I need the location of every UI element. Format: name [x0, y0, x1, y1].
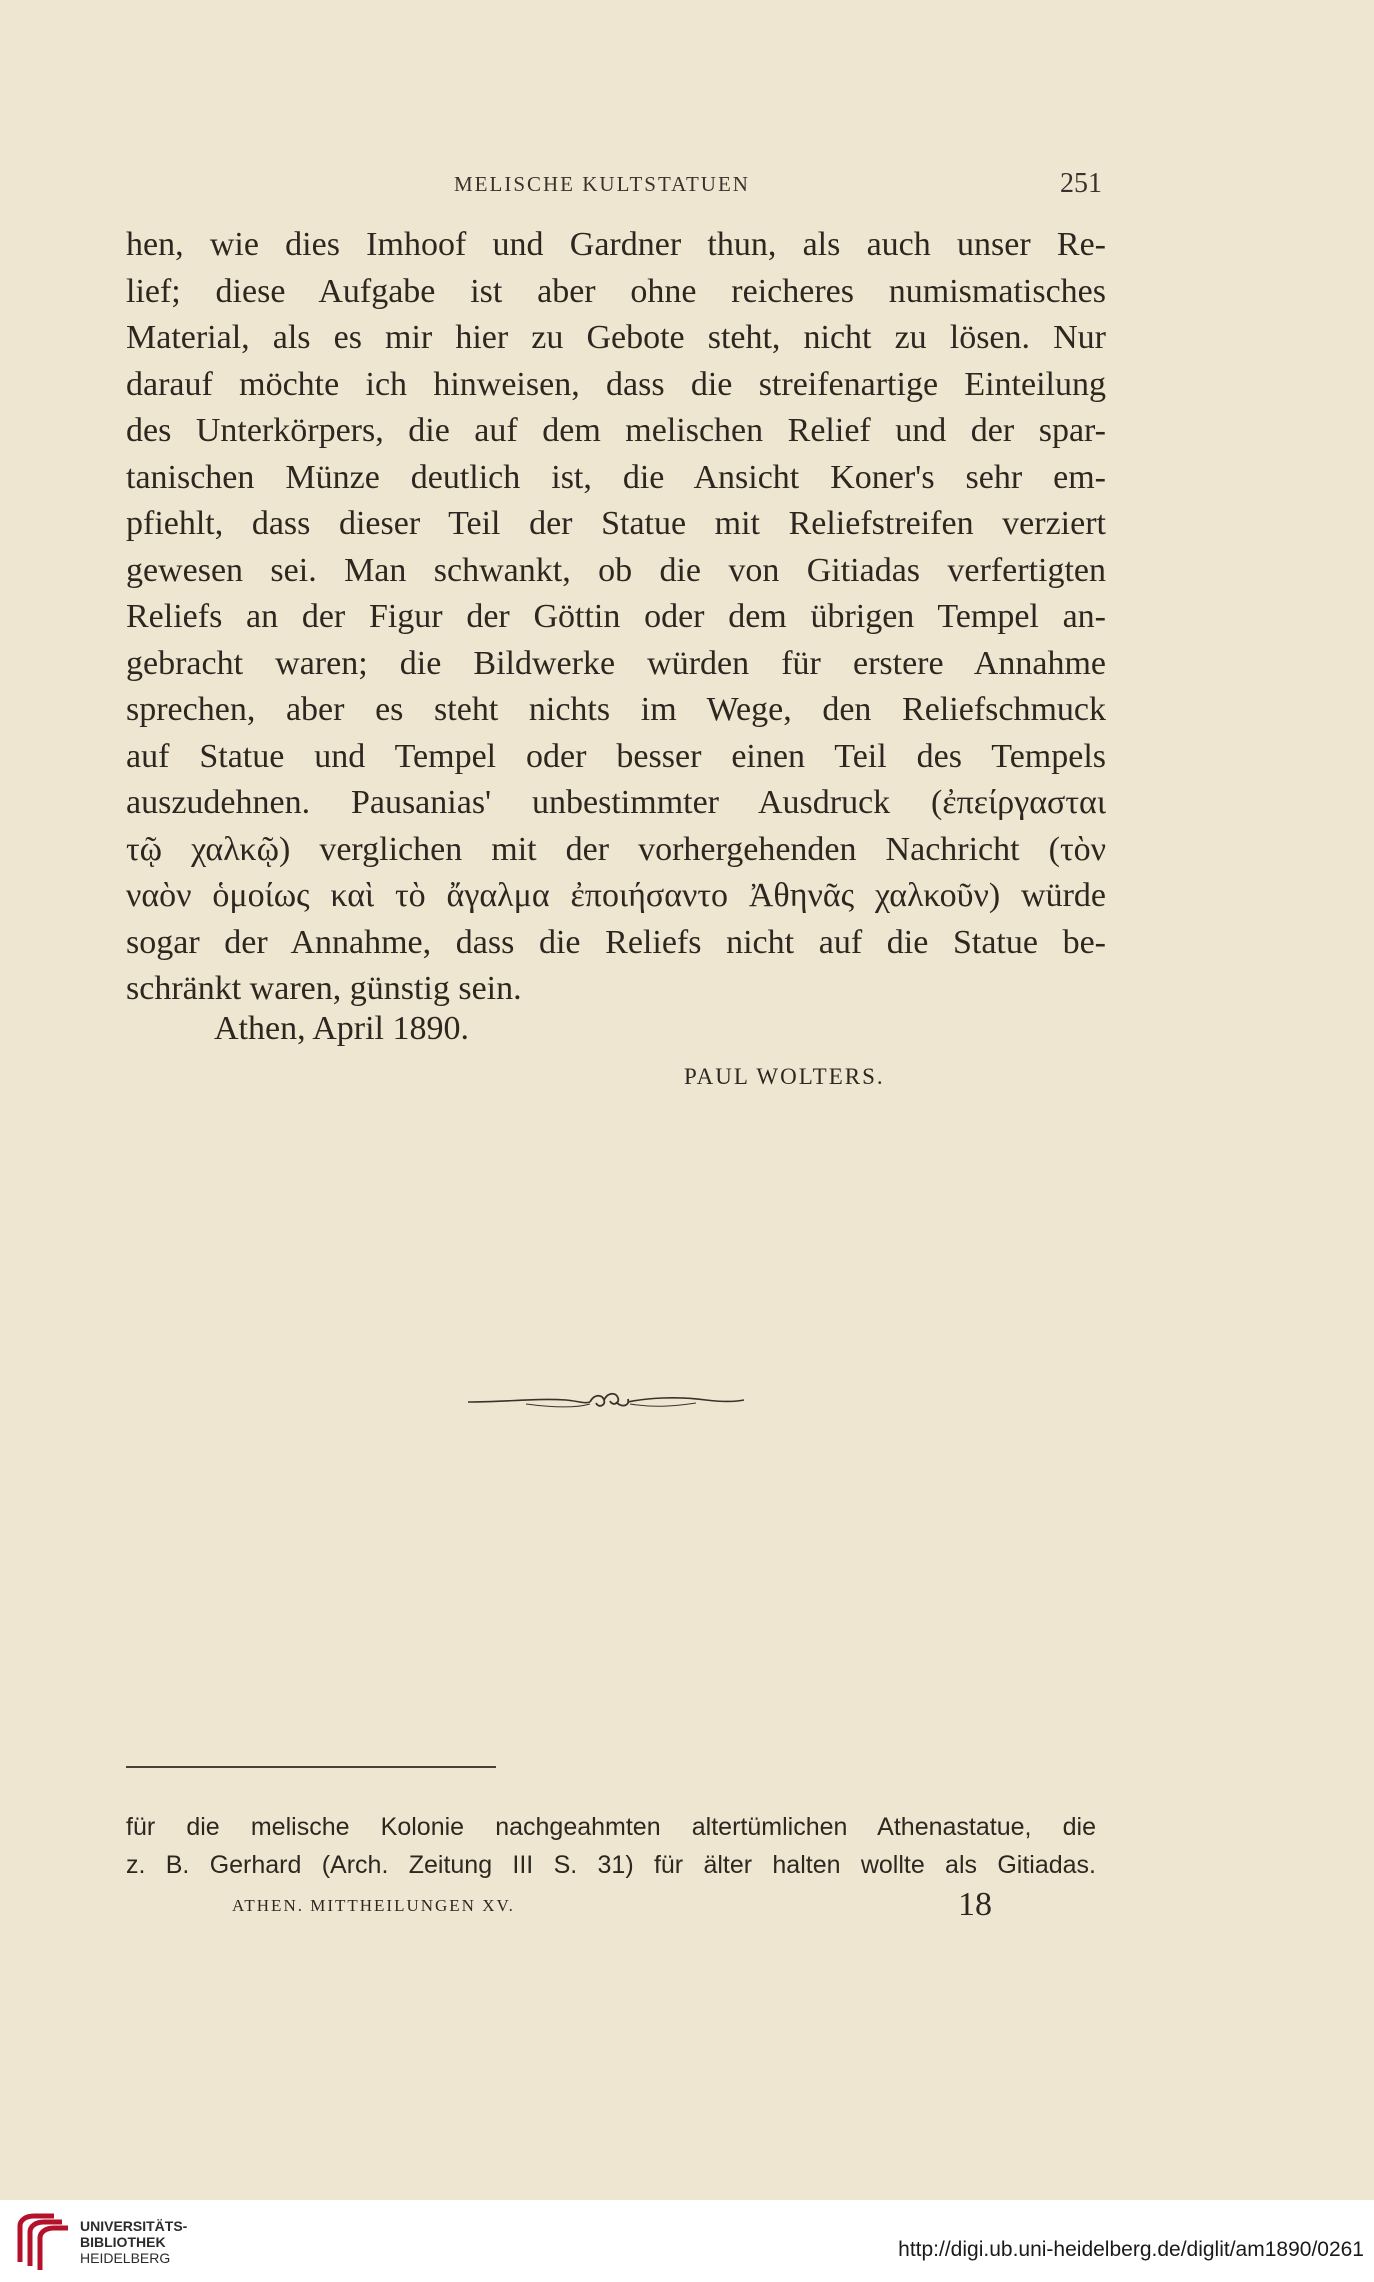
body-text — [126, 222, 1106, 1013]
page-number: 251 — [1060, 168, 1102, 199]
author-signature: PAUL WOLTERS. — [684, 1064, 885, 1089]
body-line: Reliefs an der Figur der Göttin oder dem übrigen Tempel an- — [126, 598, 1106, 635]
body-line: darauf möchte ich hinweisen, dass die streifenartige Einteilung — [126, 365, 1106, 403]
running-title: MELISCHE KULTSTATUEN — [454, 172, 750, 196]
library-name-line: BIBLIOTHEK — [80, 2234, 166, 2250]
body-line: auf Statue und Tempel oder besser einen Teil des Tempels — [126, 737, 1106, 775]
body-line: hen, wie dies Imhoof und Gardner thun, als auch unser Re- — [126, 226, 1106, 263]
signature-mark: ATHEN. MITTHEILUNGEN XV. — [232, 1896, 515, 1915]
body-line: auszudehnen. Pausanias' unbestimmter Ausdruck (ἐπείργασται — [126, 784, 1106, 821]
body-line: gewesen sei. Man schwankt, ob die von Gitiadas verfertigten — [126, 551, 1106, 589]
body-line: τῷ χαλκῷ) verglichen mit der vorhergehenden Nachricht (τὸν — [126, 830, 1106, 868]
body-line: ναὸν ὁμοίως καὶ τὸ ἄγαλμα ἐποιήσαντο Ἀθηνᾶς χαλκοῦν) würde — [126, 877, 1106, 914]
body-line: sogar der Annahme, dass die Reliefs nicht auf die Statue be- — [126, 923, 1106, 961]
body-line: tanischen Münze deutlich ist, die Ansicht Koner's sehr em- — [126, 458, 1106, 496]
body-line: sprechen, aber es steht nichts im Wege, den Reliefschmuck — [126, 691, 1106, 728]
footnote — [126, 1808, 1096, 1884]
footnote-line: für die melische Kolonie nachgeahmten altertümlichen Athenastatue, die — [126, 1813, 1096, 1841]
library-name-line: UNIVERSITÄTS- — [80, 2218, 188, 2234]
body-line: pfiehlt, dass dieser Teil der Statue mit Reliefstreifen verziert — [126, 505, 1106, 542]
source-url-link[interactable]: http://digi.ub.uni-heidelberg.de/diglit/am1890/0261 — [898, 2238, 1364, 2261]
signature-number: 18 — [958, 1886, 992, 1923]
library-logo-icon — [14, 2212, 70, 2272]
body-line: des Unterkörpers, die auf dem melischen Relief und der spar- — [126, 412, 1106, 449]
library-name — [80, 2218, 187, 2266]
library-name-line: HEIDELBERG — [80, 2250, 171, 2266]
body-line: Material, als es mir hier zu Gebote steht, nicht zu lösen. Nur — [126, 319, 1106, 356]
body-line: gebracht waren; die Bildwerke würden für erstere Annahme — [126, 644, 1106, 682]
dateline: Athen, April 1890. — [214, 1010, 469, 1047]
body-line: lief; diese Aufgabe ist aber ohne reicheres numismatisches — [126, 272, 1106, 310]
body-line: schränkt waren, günstig sein. — [126, 970, 522, 1007]
footnote-rule — [126, 1766, 496, 1768]
footnote-line: z. B. Gerhard (Arch. Zeitung III S. 31) für älter halten wollte als Gitiadas. — [126, 1851, 1096, 1879]
ornament-divider-icon — [466, 1384, 746, 1420]
